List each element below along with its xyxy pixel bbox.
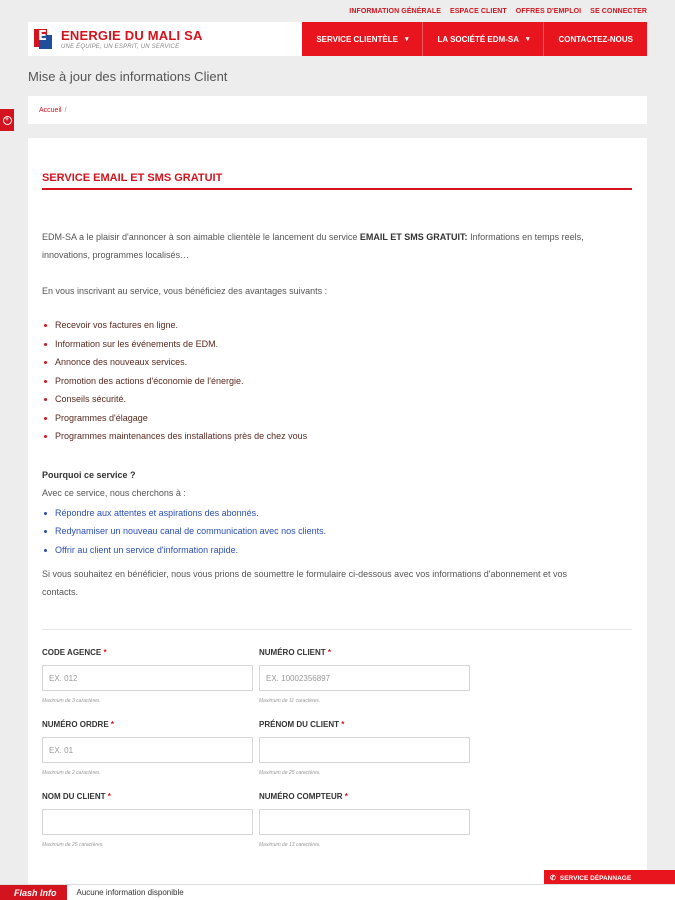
list-item: Répondre aux attentes et aspirations des abonnés. [42, 504, 633, 523]
phone-icon: ✆ [550, 875, 556, 882]
plus-circle-icon: + [3, 116, 12, 125]
field-hint: Maximum de 25 caractères. [259, 770, 321, 776]
side-toggle-tab[interactable] [0, 109, 14, 131]
top-link-espace-client[interactable]: ESPACE CLIENT [449, 7, 507, 15]
breadcrumb [28, 96, 647, 124]
numero-compteur-field-group: NUMÉRO COMPTEUR * Maximum de 13 caractères. [259, 792, 470, 848]
list-item: Conseils sécurité. [42, 390, 633, 409]
depannage-label: SERVICE DÉPANNAGE [559, 874, 632, 882]
edm-logo-icon: E [32, 26, 54, 52]
list-item: Promotion des actions d'économie de l'énergie. [42, 372, 633, 391]
nav-item-label: SERVICE CLIENTÈLE [316, 34, 398, 44]
section-divider [42, 188, 632, 190]
field-label: NUMÉRO ORDRE [42, 720, 109, 729]
field-label: NUMÉRO CLIENT [259, 648, 326, 657]
prenom-client-input[interactable] [259, 737, 470, 763]
flash-info-message: Aucune information disponible [76, 888, 184, 897]
brand-name: ENERGIE DU MALI SA [61, 28, 203, 43]
field-hint: Maximum de 3 caractères. [42, 698, 101, 704]
top-link-information-generale[interactable]: INFORMATION GÉNÉRALE [349, 7, 441, 15]
nav-item-label: LA SOCIÉTÉ EDM-SA [437, 34, 519, 44]
field-hint: Maximum de 2 caractères. [42, 770, 101, 776]
numero-compteur-input[interactable] [259, 809, 470, 835]
top-links-bar [0, 0, 675, 22]
top-link-se-connecter[interactable]: SE CONNECTER [590, 7, 647, 15]
chevron-down-icon: ▾ [404, 36, 409, 43]
subscribe-text: En vous inscrivant au service, vous bénéficiez des avantages suivants : [42, 286, 328, 296]
list-item: Programmes d'élagage [42, 409, 633, 428]
list-item: Annonce des nouveaux services. [42, 353, 633, 372]
nav-item-service-clientele[interactable] [302, 22, 423, 56]
brand-logo-link[interactable] [28, 26, 203, 52]
list-item: Offrir au client un service d'information rapide. [42, 541, 633, 560]
top-link-offres-emploi[interactable]: OFFRES D'EMPLOI [515, 7, 582, 15]
numero-client-field-group: NUMÉRO CLIENT * EX. 10002356897 Maximum de 11 caractères. [259, 648, 470, 704]
list-item: Programmes maintenances des installations près de chez vous [42, 427, 633, 446]
field-hint: Maximum de 11 caractères. [259, 698, 321, 704]
page-title: Mise à jour des informations Client [28, 68, 228, 84]
field-label: PRÉNOM DU CLIENT [259, 720, 339, 729]
site-header [28, 22, 647, 56]
why-title: Pourquoi ce service ? [42, 469, 136, 480]
nom-client-input[interactable] [42, 809, 253, 835]
chevron-down-icon: ▾ [525, 36, 530, 43]
code-agence-field-group: CODE AGENCE * EX. 012 Maximum de 3 caractères. [42, 648, 253, 704]
field-hint: Maximum de 25 caractères. [42, 842, 104, 848]
breadcrumb-home-link[interactable]: Accueil [39, 106, 62, 114]
client-form [42, 648, 633, 848]
brand-slogan: UNE ÉQUIPE, UN ESPRIT, UN SERVICE [61, 44, 180, 50]
prenom-client-field-group: PRÉNOM DU CLIENT * Maximum de 25 caractères. [259, 720, 470, 776]
field-label: NUMÉRO COMPTEUR [259, 792, 343, 801]
numero-client-input[interactable]: EX. 10002356897 [259, 665, 470, 691]
field-label: NOM DU CLIENT [42, 792, 106, 801]
field-hint: Maximum de 13 caractères. [259, 842, 321, 848]
closing-paragraph: Si vous souhaitez en bénéficier, nous vous prions de soumettre le formulaire ci-dessous avec vos informations d'abonnement et vos contacts. [42, 569, 568, 597]
aims-list [42, 504, 633, 560]
section-title: SERVICE EMAIL ET SMS GRATUIT [42, 172, 223, 184]
list-item: Information sur les événements de EDM. [42, 335, 633, 354]
nav-item-societe[interactable] [423, 22, 544, 56]
nom-client-field-group: NOM DU CLIENT * Maximum de 25 caractères. [42, 792, 253, 848]
nav-item-contact[interactable] [544, 22, 647, 56]
field-label: CODE AGENCE [42, 648, 102, 657]
intro-bold: EMAIL ET SMS GRATUIT: [359, 232, 468, 242]
flash-info-bar [0, 884, 675, 900]
content-card [28, 138, 647, 900]
numero-ordre-field-group: NUMÉRO ORDRE * EX. 01 Maximum de 2 caractères. [42, 720, 253, 776]
list-item: Recevoir vos factures en ligne. [42, 316, 633, 335]
benefits-list [42, 316, 633, 446]
numero-ordre-input[interactable]: EX. 01 [42, 737, 253, 763]
why-intro: Avec ce service, nous cherchons à : [42, 487, 186, 498]
list-item: Redynamiser un nouveau canal de communication avec nos clients. [42, 522, 633, 541]
breadcrumb-separator: / [64, 106, 67, 114]
nav-item-label: CONTACTEZ-NOUS [558, 34, 633, 44]
main-nav [302, 22, 647, 56]
code-agence-input[interactable]: EX. 012 [42, 665, 253, 691]
intro-paragraph: EDM-SA a le plaisir d'annoncer à son aimable clientèle le lancement du service EMAIL ET SMS GRATUIT: Informations en temps reels, innovations, programmes localisés… [42, 232, 584, 260]
form-divider [42, 629, 632, 630]
flash-info-tag: Flash Info [0, 885, 67, 900]
